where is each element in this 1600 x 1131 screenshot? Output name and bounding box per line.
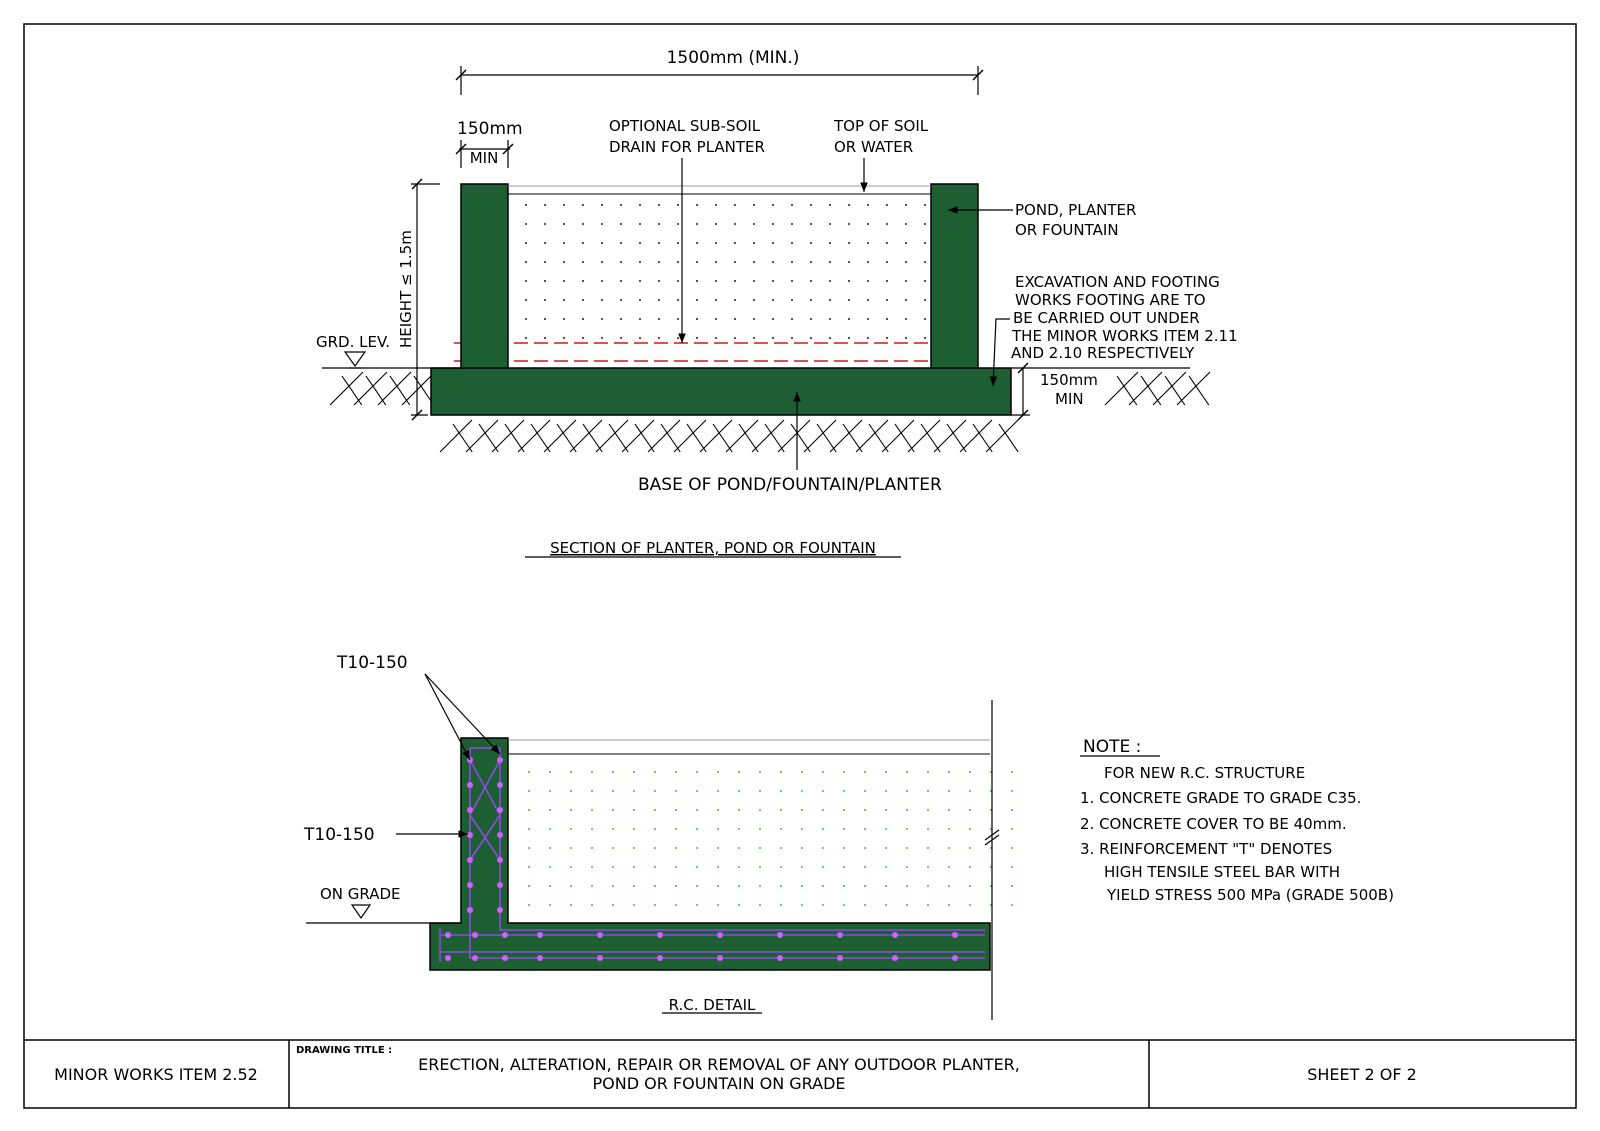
base-dimension-value: 150mm bbox=[1040, 371, 1098, 389]
pond-callout-line2: OR FOUNTAIN bbox=[1015, 221, 1119, 239]
rc-detail-drawing bbox=[303, 653, 1013, 1020]
note-item-3-line3: YIELD STRESS 500 MPa (GRADE 500B) bbox=[1107, 886, 1394, 904]
note-item-1: 1. CONCRETE GRADE TO GRADE C35. bbox=[1080, 789, 1362, 807]
base-label: BASE OF POND/FOUNTAIN/PLANTER bbox=[638, 475, 942, 495]
on-grade-symbol bbox=[352, 905, 370, 918]
title-block bbox=[24, 1040, 1576, 1108]
excavation-note-line2: WORKS FOOTING ARE TO bbox=[1015, 291, 1206, 309]
pond-callout-line1: POND, PLANTER bbox=[1015, 201, 1137, 219]
title-block-title-line1: ERECTION, ALTERATION, REPAIR OR REMOVAL OF ANY OUTDOOR PLANTER, bbox=[418, 1055, 1020, 1074]
note-block bbox=[1080, 737, 1394, 904]
soil-fill bbox=[497, 190, 929, 360]
soil-callout-line2: OR WATER bbox=[834, 138, 914, 156]
drain-callout-line2: DRAIN FOR PLANTER bbox=[609, 138, 765, 156]
on-grade-label: ON GRADE bbox=[320, 885, 401, 903]
note-item-3-line2: HIGH TENSILE STEEL BAR WITH bbox=[1104, 863, 1340, 881]
excavation-note-line1: EXCAVATION AND FOOTING bbox=[1015, 273, 1220, 291]
drain-callout-line1: OPTIONAL SUB-SOIL bbox=[609, 117, 761, 135]
height-label: HEIGHT ≤ 1.5m bbox=[397, 230, 415, 348]
section-drawing bbox=[316, 48, 1238, 557]
rebar-cage bbox=[440, 748, 985, 962]
title-block-item: MINOR WORKS ITEM 2.52 bbox=[54, 1065, 258, 1084]
left-wall bbox=[461, 184, 508, 370]
rebar-label-top: T10-150 bbox=[337, 653, 408, 673]
width-dimension-label: 1500mm (MIN.) bbox=[666, 48, 800, 68]
soil-dots bbox=[528, 771, 1013, 906]
note-intro: FOR NEW R.C. STRUCTURE bbox=[1104, 764, 1306, 782]
title-block-drawing-title-label: DRAWING TITLE : bbox=[296, 1045, 393, 1056]
grade-level-symbol bbox=[345, 352, 365, 366]
excavation-note-line3: BE CARRIED OUT UNDER bbox=[1013, 309, 1200, 327]
rebar-label-side: T10-150 bbox=[304, 825, 375, 845]
rebar-leader bbox=[425, 674, 470, 760]
note-item-2: 2. CONCRETE COVER TO BE 40mm. bbox=[1080, 815, 1347, 833]
grade-level-label: GRD. LEV. bbox=[316, 333, 391, 351]
note-heading: NOTE : bbox=[1083, 737, 1142, 757]
wall-dimension-value: 150mm bbox=[457, 119, 523, 139]
section-title: SECTION OF PLANTER, POND OR FOUNTAIN bbox=[550, 539, 876, 557]
excavation-note-line4: THE MINOR WORKS ITEM 2.11 bbox=[1012, 327, 1238, 345]
wall-dimension-min: MIN bbox=[469, 149, 499, 167]
base-slab bbox=[431, 368, 1011, 415]
soil-callout-line1: TOP OF SOIL bbox=[834, 117, 929, 135]
right-wall bbox=[931, 184, 978, 370]
title-block-title-line2: POND OR FOUNTAIN ON GRADE bbox=[592, 1074, 846, 1093]
note-item-3-line1: 3. REINFORCEMENT "T" DENOTES bbox=[1080, 840, 1333, 858]
excavation-note-line5: AND 2.10 RESPECTIVELY bbox=[1011, 344, 1195, 362]
title-block-sheet: SHEET 2 OF 2 bbox=[1307, 1065, 1417, 1084]
rc-detail-title: R.C. DETAIL bbox=[668, 996, 756, 1014]
base-dimension-min: MIN bbox=[1055, 390, 1084, 408]
